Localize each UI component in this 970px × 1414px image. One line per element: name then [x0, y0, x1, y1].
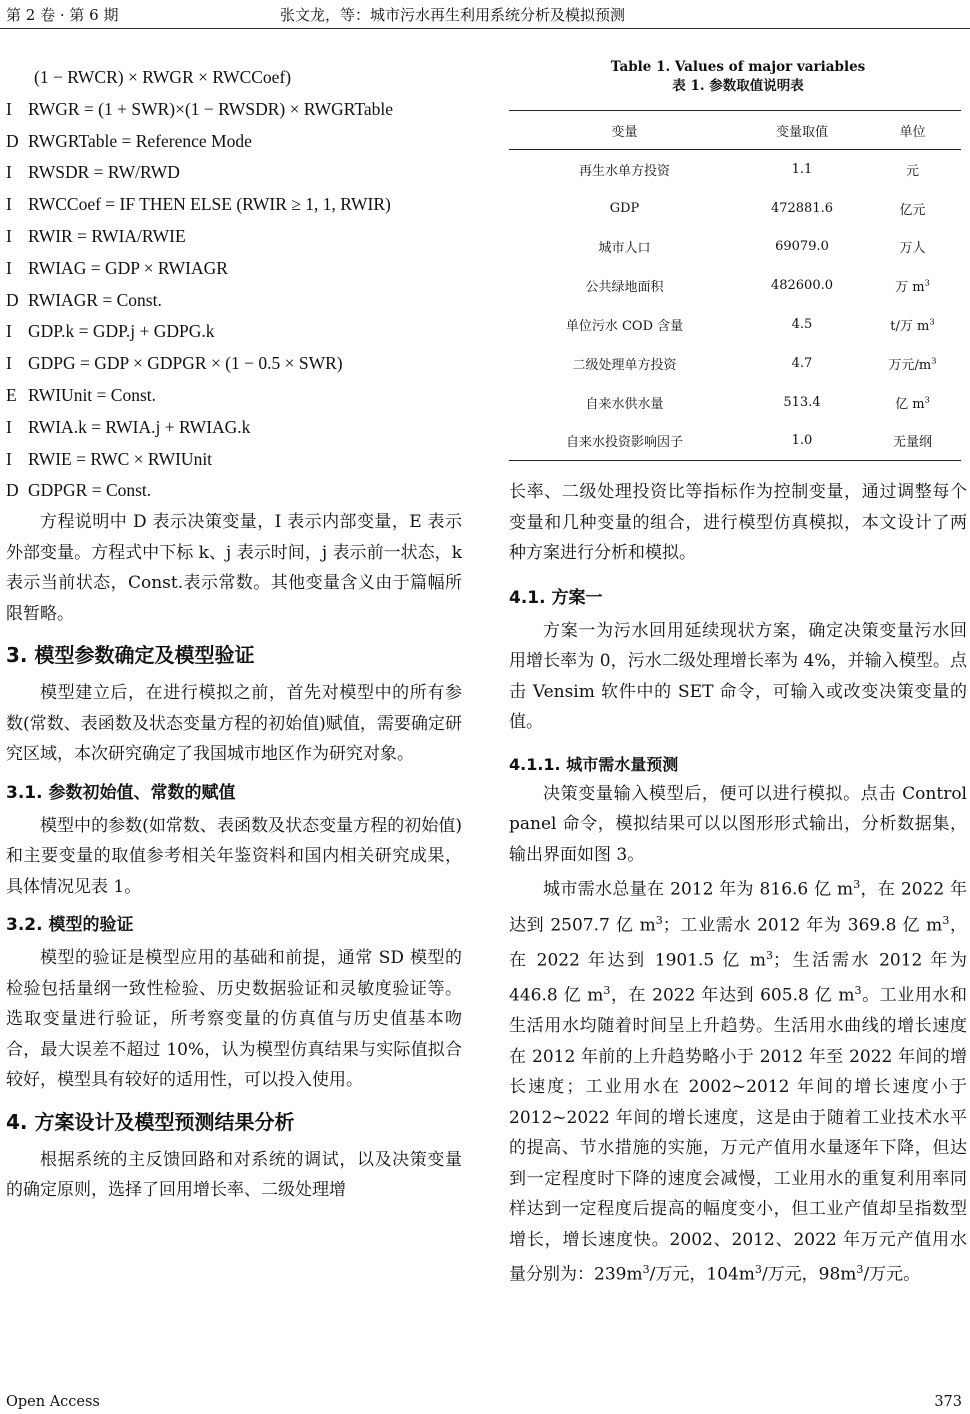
paragraph-sec411: 决策变量输入模型后，便可以进行模拟。点击 Control panel 命令，模拟结果可以以图形形式输出，分析数据集，输出界面如图 3。	[509, 783, 967, 865]
cell-unit	[864, 422, 961, 461]
equation-text: RWIUnit = Const.	[28, 384, 157, 405]
cell-value: 513.4	[783, 394, 821, 410]
cell-value: 482600.0	[770, 278, 833, 294]
unit-superscript: 3	[924, 394, 930, 405]
cell-unit	[864, 383, 961, 422]
issue-label: 第 2 卷 · 第 6 期	[6, 6, 119, 24]
equation-line	[6, 475, 462, 507]
paragraph-sec32: 模型的验证是模型应用的基础和前提，通常 SD 模型的检验包括量纲一致性检验、历史数据验证和灵敏度验证等。选取变量进行验证，所考察变量的仿真值与历史值基本吻合，最大误差不超过 10%，认为模型仿真结果与实际值拟合较好，模型具有较好的适用性，可以投入使用。	[6, 948, 462, 1091]
cell-unit	[864, 150, 961, 189]
cell-value: 1.1	[791, 161, 813, 177]
cell-variable: 自来水供水量	[585, 396, 664, 412]
cell-variable: 再生水单方投资	[578, 163, 670, 179]
equation-text: RWGRTable = Reference Mode	[28, 130, 252, 151]
sup: 3	[854, 983, 862, 997]
cell-unit	[864, 266, 961, 305]
equation-type-tag: E	[6, 384, 17, 405]
sup: 3	[853, 878, 861, 892]
equation-text: RWCCoef = IF THEN ELSE (RWIR ≥ 1, 1, RWIR)	[28, 194, 391, 215]
sup: 3	[856, 1263, 864, 1276]
equation-line	[6, 221, 462, 253]
equation-line	[6, 157, 462, 189]
page-number: 373	[934, 1394, 962, 1410]
equation-line	[6, 189, 462, 221]
unit-text: t/万 m	[890, 319, 930, 335]
equation-line	[6, 285, 462, 317]
cell-variable: 公共绿地面积	[585, 280, 664, 296]
unit-text: 亿 m	[895, 396, 925, 412]
cell-value: 4.5	[791, 317, 813, 333]
section-4-1-1-heading: 4.1.1. 城市需水量预测	[509, 754, 679, 774]
cell-unit	[864, 189, 961, 228]
equation-text: RWSDR = RW/RWD	[28, 162, 180, 183]
equation-text: RWIAG = GDP × RWIAGR	[28, 257, 228, 278]
table-row	[509, 344, 961, 383]
equation-text: GDPGR = Const.	[28, 480, 152, 501]
paragraph-explain: 方程说明中 D 表示决策变量，I 表示内部变量，E 表示外部变量。方程式中下标 k、j 表示时间，j 表示前一状态，k 表示当前状态，Const.表示常数。其他变量含义由于篇幅所限暂略。	[6, 512, 462, 624]
unit-superscript: 3	[929, 316, 935, 327]
variables-table	[509, 110, 961, 461]
equation-type-tag: D	[6, 289, 19, 310]
table-row	[509, 189, 961, 228]
section-3-1-heading: 3.1. 参数初始值、常数的赋值	[6, 782, 236, 803]
text-j: /万元。	[863, 1264, 921, 1285]
equation-type-tag: I	[6, 225, 12, 246]
header-value: 变量取值	[740, 111, 864, 150]
cell-variable: 自来水投资影响因子	[509, 422, 740, 461]
paragraph-sec41: 方案一为污水回用延续现状方案，确定决策变量污水回用增长率为 0，污水二级处理增长率为 4%，并输入模型。点击 Vensim 软件中的 SET 命令，可输入或改变决策变量的值。	[509, 620, 967, 733]
equation-line	[6, 348, 462, 380]
text-f: ，在 2022 年达到 605.8 亿 m	[610, 985, 855, 1006]
equation-text: RWIAGR = Const.	[28, 289, 162, 310]
table-caption-en: Table 1. Values of major variables	[610, 59, 866, 75]
sup: 3	[655, 913, 663, 927]
section-4-heading: 4. 方案设计及模型预测结果分析	[6, 1109, 295, 1134]
equation-type-tag: I	[6, 98, 12, 119]
cell-value: 1.0	[740, 422, 864, 461]
section-3-2-heading: 3.2. 模型的验证	[6, 915, 134, 936]
equation-type-tag: D	[6, 480, 19, 501]
unit-superscript: 3	[931, 355, 937, 366]
cell-unit	[864, 344, 961, 383]
equation-type-tag: D	[6, 130, 19, 151]
equation-text: GDP.k = GDP.j + GDPG.k	[28, 321, 215, 342]
equation-type-tag: I	[6, 353, 12, 374]
table-row	[509, 422, 961, 461]
cell-value: 69079.0	[775, 239, 829, 255]
table-row	[509, 228, 961, 267]
equation-text: RWIA.k = RWIA.j + RWIAG.k	[28, 416, 251, 437]
unit-text: 亿元	[899, 202, 926, 218]
text-h: /万元，104m	[649, 1264, 755, 1285]
sup: 3	[766, 948, 774, 962]
equation-text: (1 − RWCR) × RWGR × RWCCoef)	[34, 67, 292, 87]
equation-line	[6, 94, 462, 126]
paragraph-sec3: 模型建立后，在进行模拟之前，首先对模型中的所有参数(常数、表函数及状态变量方程的初始值)赋值，需要确定研究区域，本次研究确定了我国城市地区作为研究对象。	[6, 683, 462, 765]
section-4-1-heading: 4.1. 方案一	[509, 587, 603, 608]
cell-variable: 单位污水 COD 含量	[565, 319, 684, 335]
cell-unit	[864, 228, 961, 267]
text-g: 。工业用水和生活用水均随着时间呈上升趋势。生活用水曲线的增长速度在 2012 年前的上升趋势略小于 2012 年至 2022 年间的增长速度；工业用水在 2002~2012 年间的增长速度小于 2012~2022 年间的增长速度，这是由于随着工业技术水平的提高、节水措施的实施，万元产值用水量逐年下降，但达到一定程度时下降的速度会减慢，工业用水的重复利用率同样达到一定程度后提高的幅度变小，但工业产值却呈指数型增长，增长速度快。2002、2012、2022 年万元产值用水量分别为：239m	[509, 985, 967, 1285]
text-c: ；工业需水 2012 年为 369.8 亿 m	[662, 915, 943, 936]
table-row	[509, 150, 961, 189]
cell-variable: 二级处理单方投资	[572, 357, 677, 373]
left-column	[6, 62, 462, 1206]
table-row	[509, 266, 961, 305]
equation-type-tag: I	[6, 257, 12, 278]
table-caption-cn: 表 1. 参数取值说明表	[672, 78, 804, 94]
equation-type-tag: I	[6, 194, 12, 215]
right-column	[509, 58, 967, 1290]
equation-line	[6, 412, 462, 444]
equation-type-tag: I	[6, 321, 12, 342]
equation-line	[6, 126, 462, 158]
text-a: 城市需水总量在 2012 年为 816.6 亿 m	[543, 880, 854, 901]
cell-variable: 城市人口	[598, 241, 651, 257]
journal-label: Open Access	[6, 1394, 100, 1410]
equation-type-tag: I	[6, 448, 12, 469]
equation-text: RWGR = (1 + SWR)×(1 − RWSDR) × RWGRTable	[28, 98, 393, 119]
sup: 3	[642, 1263, 650, 1276]
sup: 3	[603, 983, 611, 997]
table-body	[509, 150, 961, 461]
equation-type-tag: I	[6, 416, 12, 437]
running-header	[0, 0, 970, 29]
sup: 3	[942, 913, 950, 927]
header-unit: 单位	[864, 111, 961, 150]
text-e: ；生活需水 2012 年为 446.8 亿 m	[509, 950, 967, 1006]
paragraph-water-demand	[509, 870, 967, 1290]
unit-superscript: 3	[924, 277, 930, 288]
equation-line	[6, 62, 462, 94]
header-title: 张文龙，等：城市污水再生利用系统分析及模拟预测	[280, 6, 626, 24]
unit-text: 万元/m	[888, 357, 932, 373]
text-i: /万元，98m	[761, 1264, 857, 1285]
cell-value: 472881.6	[770, 200, 833, 216]
sup: 3	[754, 1263, 762, 1276]
unit-text: 元	[905, 163, 919, 179]
cell-value: 4.7	[791, 355, 813, 371]
unit-text: 无量纲	[892, 435, 932, 451]
table-row	[509, 305, 961, 344]
equation-line	[6, 253, 462, 285]
text-b: ，在 2022 年达到 2507.7 亿 m	[509, 880, 967, 936]
equation-text: RWIE = RWC × RWIUnit	[28, 448, 213, 469]
equation-line	[6, 444, 462, 476]
cell-unit	[864, 305, 961, 344]
paragraph-sec31: 模型中的参数(如常数、表函数及状态变量方程的初始值)和主要变量的取值参考相关年鉴资料和国内相关研究成果，具体情况见表 1。	[6, 815, 462, 897]
header-variable: 变量	[509, 111, 740, 150]
equation-line	[6, 316, 462, 348]
paragraph-sec4: 根据系统的主反馈回路和对系统的调试，以及决策变量的确定原则，选择了回用增长率、二级处理增	[6, 1149, 462, 1201]
equation-text: RWIR = RWIA/RWIE	[28, 225, 186, 246]
equation-list	[6, 62, 462, 507]
table-header-row	[509, 111, 961, 150]
text-d: ，在 2022 年达到 1901.5 亿 m	[509, 915, 967, 971]
equation-text: GDPG = GDP × GDPGR × (1 − 0.5 × SWR)	[28, 353, 343, 374]
unit-text: 万人	[899, 241, 926, 257]
equation-line	[6, 380, 462, 412]
table-row	[509, 383, 961, 422]
equation-type-tag: I	[6, 162, 12, 183]
cell-variable: GDP	[609, 200, 640, 216]
paragraph-continued: 长率、二级处理投资比等指标作为控制变量，通过调整每个变量和几种变量的组合，进行模型仿真模拟，本文设计了两种方案进行分析和模拟。	[509, 482, 967, 564]
unit-text: 万 m	[895, 280, 925, 296]
section-3-heading: 3. 模型参数确定及模型验证	[6, 643, 255, 668]
